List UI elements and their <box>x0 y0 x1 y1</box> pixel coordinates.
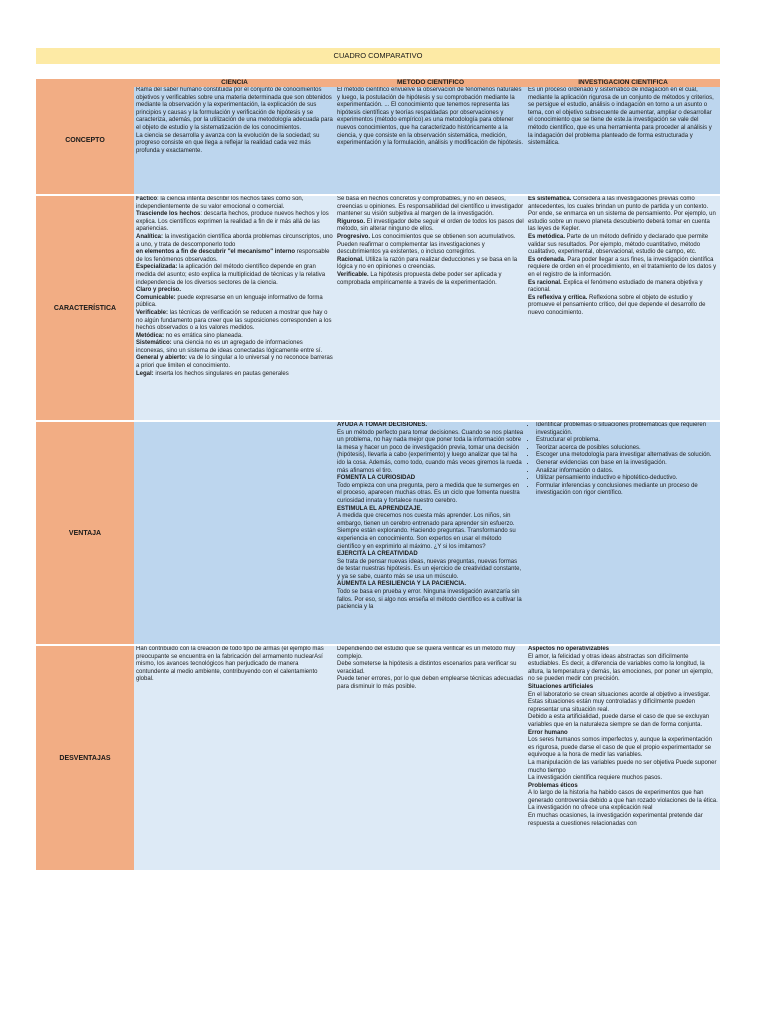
cell-desventajas-metodo <box>335 646 526 870</box>
paragraph-text: : la ciencia intenta describir los hechos tales como son, independientemente de su valor emocional o comercial. <box>136 196 304 210</box>
paragraph-heading: Progresivo. <box>337 233 371 240</box>
paragraph <box>528 257 718 280</box>
paragraph <box>136 234 333 249</box>
paragraph <box>136 295 333 310</box>
paragraph <box>528 654 718 684</box>
header-ciencia: CIENCIA <box>134 79 335 87</box>
text-line: Han contribuido con la creación de todo tipo de armas (el ejemplo más preocupante se encuentra en la fabricación del armamento nuclearAsí mismo, los avances tecnológicos han perjudicado de manera contundente al medio ambiente, contribuyendo con el calentamiento global. <box>136 646 324 683</box>
comparison-table <box>36 79 720 870</box>
list-item: • Identificar problemas o situaciones problemáticas que requieren investigación. <box>536 422 718 437</box>
paragraph <box>528 714 718 729</box>
paragraph <box>337 589 524 612</box>
paragraph <box>528 730 718 738</box>
paragraph-text: Los seres humanos somos imperfectos y, aunque la experimentación es rigurosa, puede darse el caso de que el propio experimentador se equivoque a la hora de medir las variables. <box>528 737 712 759</box>
paragraph <box>337 483 524 506</box>
paragraph-heading: General y abierto: <box>136 355 188 362</box>
cell-concepto-ciencia <box>134 87 335 194</box>
paragraph-text: Se basa en hechos concretos y comprobables, y no en deseos, creencias u opiniones. Es responsabilidad del científico u investigador mantener su visión subjetiva al margen de la investigación. <box>337 196 524 218</box>
paragraph-text: La hipótesis propuesta debe poder ser aplicada y comprobada empíricamente a través de la experimentación. <box>337 271 502 286</box>
paragraph-text: inserta los hechos singulares en pautas generales <box>153 370 289 377</box>
cell-desventajas-investigacion <box>526 646 720 870</box>
paragraph-heading: Aspectos no operativizables <box>528 646 610 652</box>
paragraph-heading: AUMENTA LA RESILIENCIA Y LA PACIENCIA. <box>337 581 467 588</box>
paragraph-heading: Racional. <box>337 256 364 263</box>
paragraph-heading: Riguroso. <box>337 218 365 225</box>
paragraph <box>528 280 718 295</box>
row-caracteristica <box>36 196 720 420</box>
paragraph <box>337 219 524 234</box>
text-line: El método científico envuelve la observación de fenómenos naturales y luego, la postulación de hipótesis y su comprobación mediante la experimentación. ... El conocimiento que tenemos representa las hipótesis científicas y teorías respaldadas por observaciones y experimentos (método empírico).es una metodología para obtener nuevos conocimientos, que ha caracterizado históricamente a la ciencia, y que consiste en la observación sistemática, medición, experimentación y la formulación, análisis y modificación de hipótesis. <box>337 87 524 147</box>
paragraph <box>136 264 333 287</box>
row-label-desventajas: DESVENTAJAS <box>36 646 134 870</box>
paragraph-text: va de lo singular a lo universal y no reconoce barreras a priori que limiten el conocimiento. <box>136 355 333 370</box>
paragraph-text: La manipulación de las variables puede no ser objetiva Puede suponer mucho tiempo <box>528 759 717 774</box>
row-label-ventaja: VENTAJA <box>36 422 134 644</box>
paragraph-text: El investigador debe seguir el orden de todos los pasos del método, sin alterar ninguno de ellos. <box>337 218 524 233</box>
paragraph <box>337 234 524 257</box>
paragraph <box>136 355 333 370</box>
row-label-caracteristica: CARACTERÍSTICA <box>36 196 134 420</box>
ventaja-investigacion-list <box>528 422 718 498</box>
paragraph-heading: Es racional. <box>528 279 562 286</box>
paragraph <box>337 559 524 582</box>
paragraph <box>136 287 333 295</box>
paragraph-text: El amor, la felicidad y otras ideas abstractas son difícilmente estudiables. Es decir, a diferencia de variables como la longitud, la altura, la temperatura y demás, las emociones, por poner un ejemplo, no se pueden medir con precisión. <box>528 653 713 683</box>
paragraph-text: La investigación no ofrece una explicación real <box>528 805 653 812</box>
paragraph-text: Todo empieza con una pregunta, pero a medida que te sumerges en el proceso, aparecen muchas otras. Es un ciclo que fomenta nuestra curiosidad innata y fortalece nuestro cerebro. <box>337 482 520 504</box>
list-item: • Analizar información o datos. <box>536 468 718 476</box>
paragraph-heading: Metódica: <box>136 332 165 339</box>
cell-caracteristica-metodo <box>335 196 526 420</box>
paragraph-text: Explica el fenómeno estudiado de manera objetiva y racional. <box>528 279 703 294</box>
paragraph-heading: Comunicable: <box>136 294 176 301</box>
header-metodo: METODO CIENTÍFICO <box>335 79 526 87</box>
paragraph <box>528 760 718 775</box>
paragraph-text: Se trata de pensar nuevas ideas, nuevas preguntas, nuevas formas de testar nuestras hipótesis. Es un ejercicio de creatividad constante, y ya se sabe, cuanto más se usa un músculo. <box>337 558 522 580</box>
header-corner <box>36 79 134 87</box>
text-line: Debe someterse la hipótesis a distintos escenarios para verificar su veracidad. <box>337 661 517 675</box>
paragraph <box>528 196 718 234</box>
paragraph <box>136 196 333 211</box>
paragraph <box>337 551 524 559</box>
paragraph-heading: Verificable. <box>337 271 369 278</box>
paragraph-text: La investigación científica requiere muchos pasos. <box>528 775 663 782</box>
paragraph <box>528 295 718 318</box>
paragraph-heading: Especializada: <box>136 264 178 271</box>
paragraph <box>528 692 718 715</box>
row-ventaja <box>36 422 720 644</box>
paragraph-text: Parte de un método definido y declarado que permite validar sus resultados. Por ejemplo, método cuantitativo, método cualitativo, experimental, observacional, estudio de campo, etc. <box>528 233 709 256</box>
text-line: Es un proceso ordenado y sistemático de indagación en el cual, mediante la aplicación rigurosa de un conjunto de métodos y criterios, se persigue el estudio, análisis o indagación en torno a un asunto o tema, con el objetivo subsecuente de aumentar, ampliar o desarrollar el conocimiento que se tiene de este.la investigación se vale del método científico, que es una herramienta para proceder al análisis y la indagación del problema planteado de forma estructurada y sistemática. <box>528 87 714 147</box>
paragraph <box>337 430 524 476</box>
paragraph <box>337 513 524 551</box>
paragraph <box>337 257 524 272</box>
page-title: CUADRO COMPARATIVO <box>36 48 720 64</box>
paragraph-heading: Analítica: <box>136 233 164 240</box>
paragraph-heading: Situaciones artificiales <box>528 683 594 690</box>
paragraph <box>136 249 333 264</box>
paragraph-text: la investigación científica aborda problemas circunscriptos, uno a uno, y trata de descomponerlo todo <box>136 233 333 248</box>
list-item: • Utilizar pensamiento inductivo e hipotético-deductivo. <box>536 475 718 483</box>
paragraph-text: una ciencia no es un agregado de informaciones inconexas, sino un sistema de ideas conectadas lógicamente entre sí. <box>136 340 323 354</box>
paragraph-text: : descarta hechos, produce nuevos hechos y los explica. Los científicos exprimen la realidad a fin de ir más allá de las apariencias. <box>136 211 329 233</box>
paragraph-heading: Sistemático: <box>136 340 172 347</box>
paragraph <box>337 196 524 219</box>
paragraph <box>136 371 333 379</box>
paragraph <box>136 310 333 333</box>
paragraph-text: Utiliza la razón para realizar deducciones y se basa en la lógica y no en opiniones o creencias. <box>337 256 518 271</box>
paragraph-text: responsable de los fenómenos observados. <box>136 249 330 263</box>
paragraph <box>528 646 718 654</box>
list-item: • Generar evidencias con base en la investigación. <box>536 460 718 468</box>
cell-caracteristica-ciencia <box>134 196 335 420</box>
paragraph <box>528 234 718 257</box>
paragraph <box>337 581 524 589</box>
paragraph-heading: Legal: <box>136 370 154 377</box>
paragraph-text: las técnicas de verificación se reducen a mostrar que hay o no algún fundamento para creer que las suposiciones corresponden a los hechos observados o a los valores medidos. <box>136 309 332 332</box>
paragraph <box>136 333 333 341</box>
paragraph-text: En el laboratorio se crean situaciones acorde al objetivo a investigar. Estas situaciones están muy controladas y difícilmente pueden representar una situación real. <box>528 691 711 713</box>
paragraph-heading: Es ordenada. <box>528 256 566 263</box>
paragraph-text: Los conocimientos que se obtienen son acumulativos. Pueden reafirmar o complementar las investigaciones y descubrimientos ya existentes, o incluso corregirlos. <box>337 233 516 256</box>
cell-ventaja-investigacion <box>526 422 720 644</box>
paragraph-heading: Trasciende los hechos <box>136 211 201 218</box>
paragraph <box>136 340 333 355</box>
paragraph-heading: Error humano <box>528 729 568 736</box>
paragraph <box>528 790 718 805</box>
paragraph-text: Reflexiona sobre el objeto de estudio y promueve el pensamiento crítico, del que depende el desarrollo de nuevo conocimiento. <box>528 294 706 316</box>
paragraph-text: A medida que crecemos nos cuesta más aprender. Los niños, sin embargo, tienen un cerebro entrenado para aprender sin esfuerzo. Siempre están explorando. Haciendo preguntas. Transformando su experiencia en conocimiento. Son expertos en usar el método científico y en exprimirlo al máximo. ¿Y si los imitamos? <box>337 513 516 550</box>
paragraph-heading: Problemas éticos <box>528 782 578 789</box>
cell-ventaja-metodo <box>335 422 526 644</box>
cell-caracteristica-investigacion <box>526 196 720 420</box>
paragraph-text: la aplicación del método científico depende en gran medida del asunto; esto explica la multiplicidad de técnicas y la relativa independencia de los diversos sectores de la ciencia. <box>136 264 326 286</box>
cell-concepto-investigacion <box>526 87 720 194</box>
paragraph-text: Es un método perfecto para tomar decisiones. Cuando se nos plantea un problema, no hay nada mejor que poner toda la información sobre la mesa y hacer un poco de investigación previa, tomar una decisión (hipótesis), llevarla a cabo (experimento) y luego analizar que tal ha ido la cosa. Además, como todo, cuando más veces giremos la rueda más afinamos el tiro. <box>337 429 524 474</box>
row-desventajas <box>36 646 720 870</box>
paragraph-heading: FOMENTA LA CURIOSIDAD <box>337 475 416 482</box>
paragraph-heading: Es reflexiva y crítica. <box>528 294 588 301</box>
row-label-concepto: CONCEPTO <box>36 87 134 194</box>
header-row <box>36 79 720 87</box>
paragraph-text: A lo largo de la historia ha habido casos de experimentos que han generado controversia debido a que han rozado violaciones de la ética. <box>528 790 718 804</box>
paragraph-heading: Verificable: <box>136 309 169 316</box>
paragraph <box>337 506 524 514</box>
paragraph <box>528 737 718 760</box>
text-line: Rama del saber humano constituida por el conjunto de conocimientos objetivos y verificables sobre una materia determinada que son obtenidos mediante la observación y la experimentación, la explicación de sus principios y causas y la formulación y verificación de hipótesis y se caracteriza, además, por la utilización de una metodología adecuada para el objeto de estudio y la sistematización de los conocimientos. <box>136 87 333 131</box>
paragraph <box>528 813 718 828</box>
paragraph <box>528 684 718 692</box>
paragraph <box>337 272 524 287</box>
paragraph-text: En muchas ocasiones, la investigación experimental pretende dar respuesta a cuestiones relacionadas con <box>528 813 703 827</box>
paragraph-heading: AYUDA A TOMAR DECISIONES. <box>337 422 428 428</box>
paragraph-text: Debido a esta artificialidad, puede darse el caso de que se excluyan variables que en la naturaleza siempre se dan de forma conjunta. <box>528 714 710 728</box>
paragraph <box>337 475 524 483</box>
paragraph-text: no es errática sino planeada. <box>164 332 243 339</box>
list-item: • Estructurar el problema. <box>536 437 718 445</box>
paragraph-text: Considera a las investigaciones previas como antecedentes, los cuales brindan un punto de partida y un contexto. Por ende, se enmarca en un sistema de pensamiento. Por ejemplo, un estudio sobre un nuevo planeta descubierto deberá tomar en cuenta las leyes de Kepler. <box>528 196 716 233</box>
paragraph-heading: Fáctico <box>136 196 158 202</box>
paragraph-heading: Es metódica. <box>528 233 566 240</box>
list-item: • Escoger una metodología para investigar alternativas de solución. <box>536 452 718 460</box>
text-line: Puede tener errores, por lo que deben emplearse técnicas adecuadas para disminuir lo más posible. <box>337 676 524 690</box>
paragraph-heading: ESTIMULA EL APRENDIZAJE. <box>337 505 423 512</box>
paragraph <box>337 422 524 430</box>
paragraph-text: Todo se basa en prueba y error. Ninguna investigación avanzaría sin fallos. Por eso, si algo nos enseña el método científico es a cultivar la paciencia y la <box>337 589 522 611</box>
row-concepto <box>36 87 720 194</box>
paragraph <box>136 211 333 234</box>
paragraph-text: puede expresarse en un lenguaje informativo de forma pública. <box>136 294 323 309</box>
paragraph-text: Para poder llegar a sus fines, la investigación científica requiere de orden en el procedimiento, en el tratamiento de los datos y en el registro de la información. <box>528 256 717 278</box>
paragraph-heading: EJERCITA LA CREATIVIDAD <box>337 551 418 558</box>
cell-ventaja-ciencia <box>134 422 335 644</box>
paragraph <box>528 775 718 783</box>
paragraph-heading: en elementos a fin de descubrir "el mecanismo" interno <box>136 249 296 256</box>
text-line: La ciencia se desarrolla y avanza con la evolución de la sociedad; su progreso consiste en que llega a reflejar la realidad cada vez más profunda y exactamente. <box>136 132 320 154</box>
list-item: • Formular inferencias y conclusiones mediante un proceso de investigación con rigor científico. <box>536 483 718 498</box>
paragraph-heading: Es sistemática. <box>528 196 572 202</box>
list-item: • Teorizar acerca de posibles soluciones. <box>536 445 718 453</box>
cell-concepto-metodo <box>335 87 526 194</box>
text-line: Dependiendo del estudio que se quiera verificar es un método muy complejo. <box>337 646 516 660</box>
cell-desventajas-ciencia <box>134 646 335 870</box>
paragraph <box>528 805 718 813</box>
header-investigacion: INVESTIGACIÓN CIENTÍFICA <box>526 79 720 87</box>
paragraph-heading: Claro y preciso. <box>136 287 182 294</box>
paragraph <box>528 783 718 791</box>
